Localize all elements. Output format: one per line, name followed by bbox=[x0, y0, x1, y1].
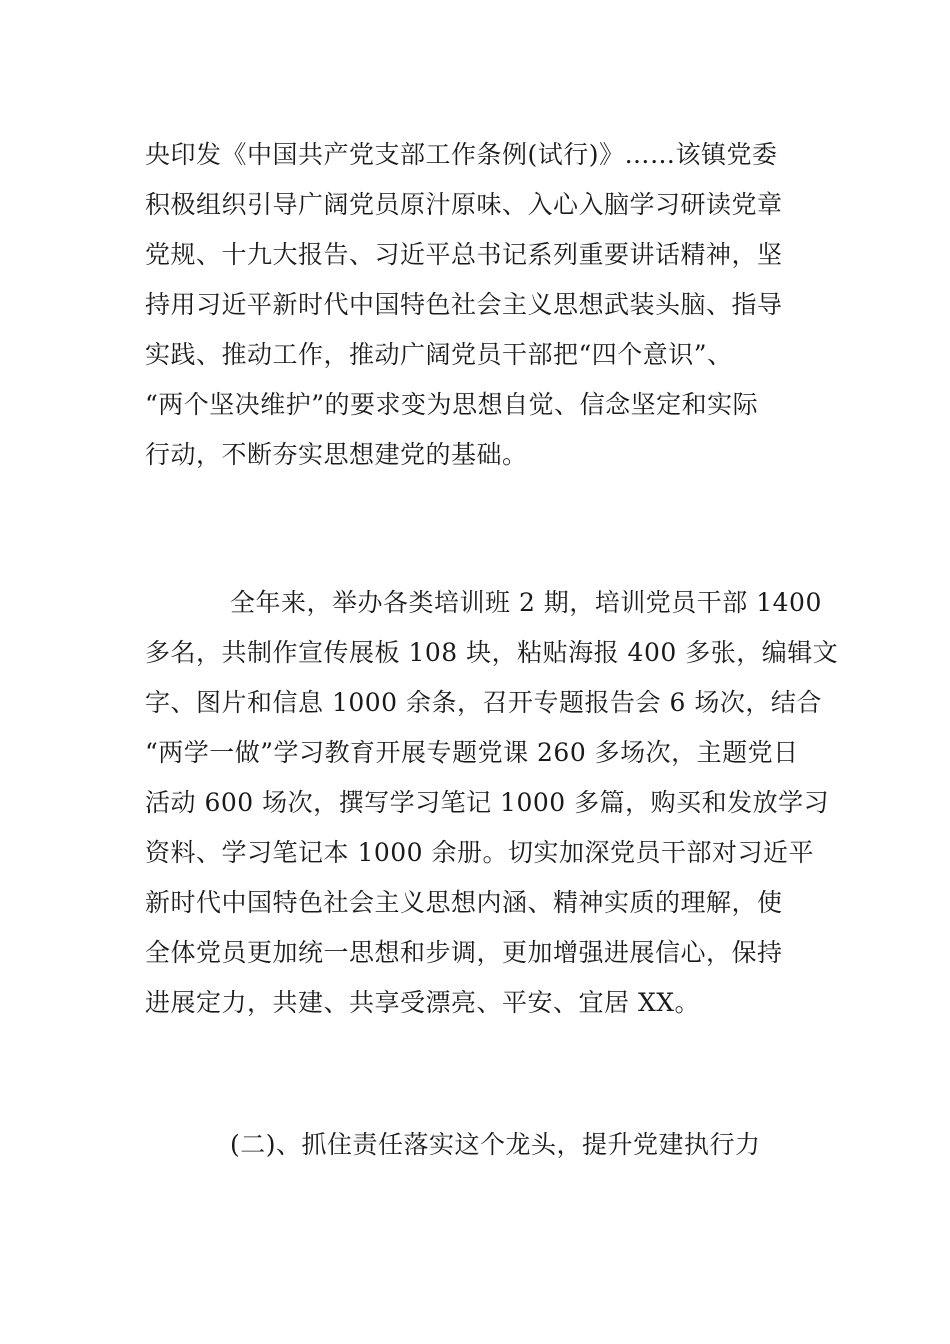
paragraph-line: 实践、推动工作，推动广阔党员干部把“四个意识”、 bbox=[145, 340, 733, 369]
section-heading: (二)、抓住责任落实这个龙头，提升党建执行力 bbox=[230, 1130, 761, 1159]
paragraph-line: 多名，共制作宣传展板 108 块，粘贴海报 400 多张，编辑文 bbox=[145, 638, 839, 667]
paragraph-line: 资料、学习笔记本 1000 余册。切实加深党员干部对习近平 bbox=[145, 838, 815, 867]
paragraph-line: 全年来，举办各类培训班 2 期，培训党员干部 1400 bbox=[230, 588, 822, 617]
paragraph-line: 央印发《中国共产党支部工作条例(试行)》……该镇党委 bbox=[145, 140, 778, 169]
paragraph-line: 党规、十九大报告、习近平总书记系列重要讲话精神，坚 bbox=[145, 240, 783, 269]
paragraph-line: 积极组织引导广阔党员原汁原味、入心入脑学习研读党章 bbox=[145, 190, 783, 219]
paragraph-line: 全体党员更加统一思想和步调，更加增强进展信心，保持 bbox=[145, 938, 783, 967]
paragraph-line: “两学一做”学习教育开展专题党课 260 多场次，主题党日 bbox=[145, 738, 799, 767]
paragraph-line: 行动，不断夯实思想建党的基础。 bbox=[145, 440, 528, 469]
paragraph-line: 活动 600 场次，撰写学习笔记 1000 多篇，购买和发放学习 bbox=[145, 788, 830, 817]
paragraph-line: 新时代中国特色社会主义思想内涵、精神实质的理解，使 bbox=[145, 888, 783, 917]
paragraph-line: 字、图片和信息 1000 余条，召开专题报告会 6 场次，结合 bbox=[145, 688, 822, 717]
paragraph-line: 持用习近平新时代中国特色社会主义思想武装头脑、指导 bbox=[145, 290, 783, 319]
paragraph-line: “两个坚决维护”的要求变为思想自觉、信念坚定和实际 bbox=[145, 390, 759, 419]
paragraph-line: 进展定力，共建、共享受漂亮、平安、宜居 XX。 bbox=[145, 988, 701, 1017]
